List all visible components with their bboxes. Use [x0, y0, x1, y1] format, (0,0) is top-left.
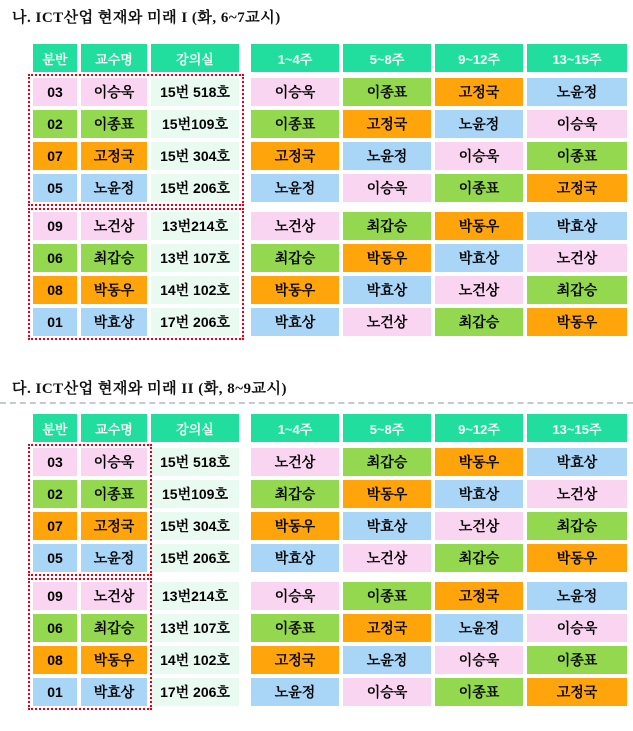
- cell-class-no: 06: [33, 244, 77, 272]
- cell-week-professor: 박동우: [251, 512, 339, 540]
- cell-week-professor: 최갑승: [527, 512, 627, 540]
- cell-week-professor: 이종표: [251, 614, 339, 642]
- cell-room: 13번 107호: [151, 614, 239, 642]
- cell-week-professor: 박동우: [435, 212, 523, 240]
- schedule-section-2: [0, 378, 633, 706]
- row-block: [33, 78, 633, 202]
- cell-week-professor: 이승욱: [527, 614, 627, 642]
- cell-week-professor: 이종표: [435, 174, 523, 202]
- cell-class-no: 02: [33, 110, 77, 138]
- row-block: [33, 582, 633, 706]
- cell-class-no: 02: [33, 480, 77, 508]
- cell-week-professor: 노윤정: [251, 174, 339, 202]
- column-header: 1~4주: [251, 414, 339, 442]
- table-row: [33, 646, 633, 674]
- cell-room: 15번 304호: [151, 142, 239, 170]
- cell-week-professor: 박동우: [435, 448, 523, 476]
- cell-room: 14번 102호: [151, 646, 239, 674]
- column-header: 강의실: [151, 414, 239, 442]
- cell-professor: 노윤정: [81, 174, 147, 202]
- cell-week-professor: 이종표: [527, 142, 627, 170]
- column-header: 교수명: [81, 44, 147, 72]
- table-row: [33, 212, 633, 240]
- cell-professor: 이승욱: [81, 448, 147, 476]
- cell-week-professor: 노건상: [251, 448, 339, 476]
- cell-room: 15번109호: [151, 110, 239, 138]
- column-header: 9~12주: [435, 414, 523, 442]
- cell-week-professor: 노건상: [343, 544, 431, 572]
- cell-week-professor: 고정국: [435, 78, 523, 106]
- cell-week-professor: 최갑승: [251, 244, 339, 272]
- cell-class-no: 07: [33, 512, 77, 540]
- table-row: [33, 308, 633, 336]
- table-row: [33, 582, 633, 610]
- column-header: 교수명: [81, 414, 147, 442]
- section-title: 다. ICT산업 현재와 미래 II (화, 8~9교시): [12, 381, 288, 397]
- cell-week-professor: 박효상: [435, 480, 523, 508]
- cell-room: 17번 206호: [151, 678, 239, 706]
- table-row: [33, 78, 633, 106]
- cell-week-professor: 최갑승: [435, 308, 523, 336]
- cell-room: 13번 107호: [151, 244, 239, 272]
- cell-professor: 박효상: [81, 308, 147, 336]
- cell-week-professor: 노윤정: [527, 78, 627, 106]
- cell-week-professor: 노건상: [251, 212, 339, 240]
- cell-week-professor: 노윤정: [435, 614, 523, 642]
- cell-professor: 최갑승: [81, 244, 147, 272]
- header-row: [33, 414, 633, 442]
- cell-week-professor: 노건상: [343, 308, 431, 336]
- cell-class-no: 09: [33, 212, 77, 240]
- cell-week-professor: 고정국: [343, 110, 431, 138]
- cell-week-professor: 노건상: [435, 512, 523, 540]
- cell-class-no: 05: [33, 544, 77, 572]
- cell-week-professor: 이승욱: [251, 78, 339, 106]
- cell-week-professor: 이승욱: [435, 646, 523, 674]
- cell-week-professor: 최갑승: [527, 276, 627, 304]
- cell-class-no: 08: [33, 276, 77, 304]
- cell-week-professor: 박동우: [251, 276, 339, 304]
- cell-professor: 박동우: [81, 276, 147, 304]
- cell-week-professor: 노윤정: [527, 582, 627, 610]
- column-header: 분반: [33, 414, 77, 442]
- cell-week-professor: 이종표: [343, 582, 431, 610]
- cell-class-no: 01: [33, 308, 77, 336]
- cell-week-professor: 박효상: [251, 308, 339, 336]
- cell-week-professor: 노건상: [527, 244, 627, 272]
- cell-room: 15번 518호: [151, 448, 239, 476]
- cell-week-professor: 박효상: [527, 212, 627, 240]
- cell-week-professor: 고정국: [251, 142, 339, 170]
- cell-class-no: 01: [33, 678, 77, 706]
- cell-professor: 노윤정: [81, 544, 147, 572]
- cell-week-professor: 고정국: [435, 582, 523, 610]
- table-row: [33, 544, 633, 572]
- cell-week-professor: 박효상: [343, 276, 431, 304]
- cell-week-professor: 이승욱: [343, 678, 431, 706]
- cell-professor: 최갑승: [81, 614, 147, 642]
- row-block: [33, 212, 633, 336]
- column-header: 5~8주: [343, 44, 431, 72]
- cell-class-no: 03: [33, 448, 77, 476]
- table-row: [33, 512, 633, 540]
- cell-week-professor: 박동우: [527, 544, 627, 572]
- cell-room: 17번 206호: [151, 308, 239, 336]
- cell-professor: 고정국: [81, 512, 147, 540]
- table-row: [33, 110, 633, 138]
- cell-week-professor: 노건상: [527, 480, 627, 508]
- cell-class-no: 03: [33, 78, 77, 106]
- cell-week-professor: 최갑승: [343, 448, 431, 476]
- cell-week-professor: 노윤정: [343, 142, 431, 170]
- cell-room: 15번 304호: [151, 512, 239, 540]
- column-header: 5~8주: [343, 414, 431, 442]
- table-row: [33, 448, 633, 476]
- cell-week-professor: 이종표: [435, 678, 523, 706]
- cell-week-professor: 고정국: [343, 614, 431, 642]
- cell-professor: 박동우: [81, 646, 147, 674]
- cell-room: 15번 518호: [151, 78, 239, 106]
- cell-room: 15번 206호: [151, 174, 239, 202]
- cell-week-professor: 박동우: [527, 308, 627, 336]
- table-row: [33, 142, 633, 170]
- column-header: 강의실: [151, 44, 239, 72]
- section-title: 나. ICT산업 현재와 미래 I (화, 6~7교시): [12, 10, 281, 26]
- cell-professor: 이승욱: [81, 78, 147, 106]
- cell-class-no: 06: [33, 614, 77, 642]
- table-row: [33, 480, 633, 508]
- cell-week-professor: 최갑승: [251, 480, 339, 508]
- cell-class-no: 09: [33, 582, 77, 610]
- row-block: [33, 448, 633, 572]
- schedule-table: [33, 44, 633, 336]
- cell-week-professor: 노윤정: [435, 110, 523, 138]
- cell-class-no: 07: [33, 142, 77, 170]
- cell-week-professor: 고정국: [251, 646, 339, 674]
- cell-week-professor: 이승욱: [527, 110, 627, 138]
- cell-week-professor: 이승욱: [435, 142, 523, 170]
- cell-room: 15번 206호: [151, 544, 239, 572]
- table-row: [33, 276, 633, 304]
- cell-week-professor: 박동우: [343, 480, 431, 508]
- cell-week-professor: 노건상: [435, 276, 523, 304]
- cell-week-professor: 고정국: [527, 678, 627, 706]
- cell-week-professor: 이종표: [527, 646, 627, 674]
- cell-week-professor: 박효상: [343, 512, 431, 540]
- column-header: 분반: [33, 44, 77, 72]
- cell-room: 13번214호: [151, 582, 239, 610]
- cell-week-professor: 이종표: [343, 78, 431, 106]
- header-row: [33, 44, 633, 72]
- cell-professor: 이종표: [81, 110, 147, 138]
- cell-week-professor: 이승욱: [343, 174, 431, 202]
- page-separator: [0, 402, 633, 404]
- cell-week-professor: 박효상: [435, 244, 523, 272]
- cell-class-no: 05: [33, 174, 77, 202]
- cell-week-professor: 박동우: [343, 244, 431, 272]
- cell-class-no: 08: [33, 646, 77, 674]
- cell-room: 14번 102호: [151, 276, 239, 304]
- cell-week-professor: 최갑승: [435, 544, 523, 572]
- cell-week-professor: 노윤정: [251, 678, 339, 706]
- cell-week-professor: 박효상: [527, 448, 627, 476]
- cell-room: 15번109호: [151, 480, 239, 508]
- schedule-table: [33, 414, 633, 706]
- cell-room: 13번214호: [151, 212, 239, 240]
- cell-professor: 이종표: [81, 480, 147, 508]
- cell-week-professor: 이종표: [251, 110, 339, 138]
- cell-week-professor: 이승욱: [251, 582, 339, 610]
- column-header: 13~15주: [527, 44, 627, 72]
- table-row: [33, 174, 633, 202]
- table-row: [33, 244, 633, 272]
- cell-professor: 고정국: [81, 142, 147, 170]
- column-header: 1~4주: [251, 44, 339, 72]
- cell-week-professor: 최갑승: [343, 212, 431, 240]
- column-header: 13~15주: [527, 414, 627, 442]
- cell-professor: 노건상: [81, 212, 147, 240]
- cell-professor: 노건상: [81, 582, 147, 610]
- table-row: [33, 678, 633, 706]
- cell-week-professor: 고정국: [527, 174, 627, 202]
- schedule-section-1: [0, 7, 633, 336]
- table-row: [33, 614, 633, 642]
- cell-professor: 박효상: [81, 678, 147, 706]
- column-header: 9~12주: [435, 44, 523, 72]
- cell-week-professor: 박효상: [251, 544, 339, 572]
- cell-week-professor: 노윤정: [343, 646, 431, 674]
